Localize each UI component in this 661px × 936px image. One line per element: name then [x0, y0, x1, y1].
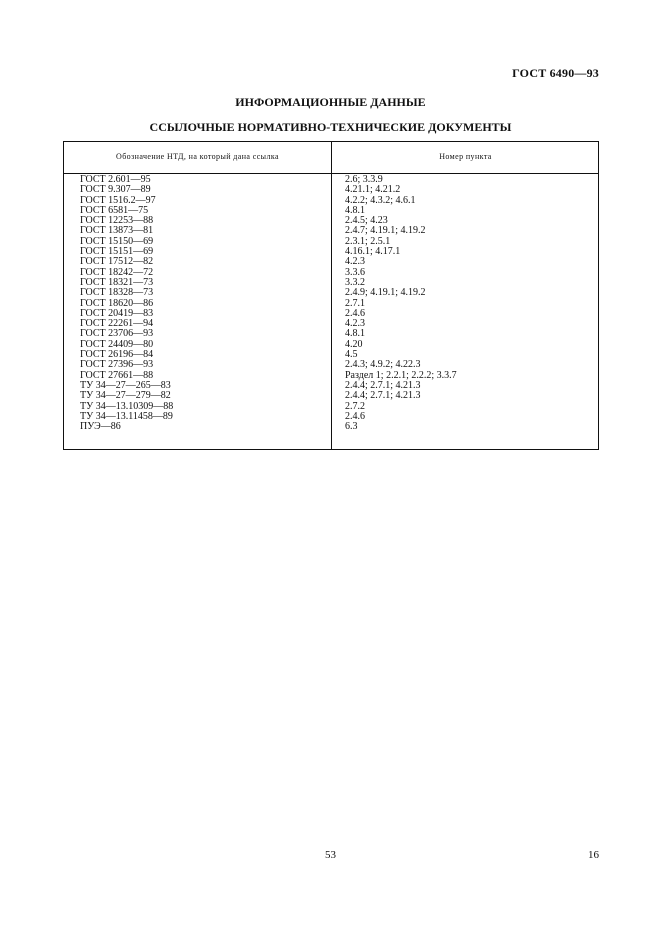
- row-document: ПУЭ—86: [80, 421, 121, 433]
- row-document: ГОСТ 9.307—89: [80, 184, 151, 196]
- row-clause: 2.4.4; 2.7.1; 4.21.3: [345, 379, 421, 391]
- row-clause: 3.3.2: [345, 276, 365, 288]
- row-document: ГОСТ 13873—81: [80, 225, 154, 237]
- row-document: ГОСТ 24409—80: [80, 338, 154, 350]
- row-document: ТУ 34—27—279—82: [80, 390, 171, 402]
- row-document: ГОСТ 20419—83: [80, 307, 154, 319]
- row-document: ГОСТ 26196—84: [80, 349, 154, 361]
- table-row: [64, 422, 598, 432]
- column-header-clause: Номер пункта: [439, 152, 492, 161]
- row-document: ГОСТ 18328—73: [80, 287, 154, 299]
- row-clause: 3.3.6: [345, 266, 365, 278]
- row-document: ГОСТ 18620—86: [80, 297, 154, 309]
- row-document: ГОСТ 18321—73: [80, 276, 154, 288]
- row-clause: 2.7.2: [345, 400, 365, 412]
- row-clause: 2.4.6: [345, 307, 365, 319]
- section-title: ИНФОРМАЦИОННЫЕ ДАННЫЕ: [235, 95, 426, 109]
- row-clause: 2.7.1: [345, 297, 365, 309]
- column-header-document: Обозначение НТД, на который дана ссылка: [116, 152, 279, 161]
- row-document: ГОСТ 15151—69: [80, 246, 154, 258]
- row-document: ТУ 34—27—265—83: [80, 379, 171, 391]
- sheet-number: 16: [588, 849, 599, 861]
- row-clause: 4.2.3: [345, 256, 365, 268]
- table-header: [64, 142, 598, 174]
- row-document: ГОСТ 15150—69: [80, 235, 154, 247]
- row-clause: 4.20: [345, 338, 363, 350]
- reference-table: [63, 141, 599, 450]
- document-code: ГОСТ 6490—93: [512, 66, 599, 80]
- row-clause: 2.4.4; 2.7.1; 4.21.3: [345, 390, 421, 402]
- row-clause: 2.4.9; 4.19.1; 4.19.2: [345, 287, 426, 299]
- row-document: ГОСТ 17512—82: [80, 256, 154, 268]
- row-clause: 2.4.7; 4.19.1; 4.19.2: [345, 225, 426, 237]
- row-clause: 2.4.5; 4.23: [345, 215, 388, 227]
- page-number: 53: [325, 849, 336, 861]
- row-clause: 2.6; 3.3.9: [345, 174, 383, 185]
- row-document: ГОСТ 23706—93: [80, 328, 154, 340]
- table-row: [64, 412, 598, 422]
- row-clause: Раздел 1; 2.2.1; 2.2.2; 3.3.7: [345, 369, 457, 381]
- row-document: ГОСТ 1516.2—97: [80, 194, 156, 206]
- row-clause: 4.21.1; 4.21.2: [345, 184, 401, 196]
- row-clause: 4.8.1: [345, 204, 365, 216]
- row-clause: 4.2.2; 4.3.2; 4.6.1: [345, 194, 416, 206]
- row-clause: 4.2.3: [345, 318, 365, 330]
- row-document: ГОСТ 22261—94: [80, 318, 154, 330]
- row-document: ТУ 34—13.10309—88: [80, 400, 174, 412]
- row-clause: 4.5: [345, 349, 358, 361]
- row-document: ГОСТ 27661—88: [80, 369, 154, 381]
- row-clause: 2.3.1; 2.5.1: [345, 235, 391, 247]
- row-document: ГОСТ 6581—75: [80, 204, 149, 216]
- row-document: ТУ 34—13.11458—89: [80, 410, 173, 422]
- table-row: [64, 391, 598, 401]
- row-clause: 6.3: [345, 421, 358, 433]
- row-clause: 4.16.1; 4.17.1: [345, 246, 401, 258]
- subsection-title: ССЫЛОЧНЫЕ НОРМАТИВНО-ТЕХНИЧЕСКИЕ ДОКУМЕНТЫ: [149, 120, 512, 134]
- row-document: ГОСТ 18242—72: [80, 266, 154, 278]
- row-clause: 4.8.1: [345, 328, 365, 340]
- row-document: ГОСТ 12253—88: [80, 215, 154, 227]
- table-body: [64, 175, 598, 432]
- row-clause: 2.4.3; 4.9.2; 4.22.3: [345, 359, 421, 371]
- row-document: ГОСТ 2.601—95: [80, 174, 151, 185]
- row-document: ГОСТ 27396—93: [80, 359, 154, 371]
- row-clause: 2.4.6: [345, 410, 365, 422]
